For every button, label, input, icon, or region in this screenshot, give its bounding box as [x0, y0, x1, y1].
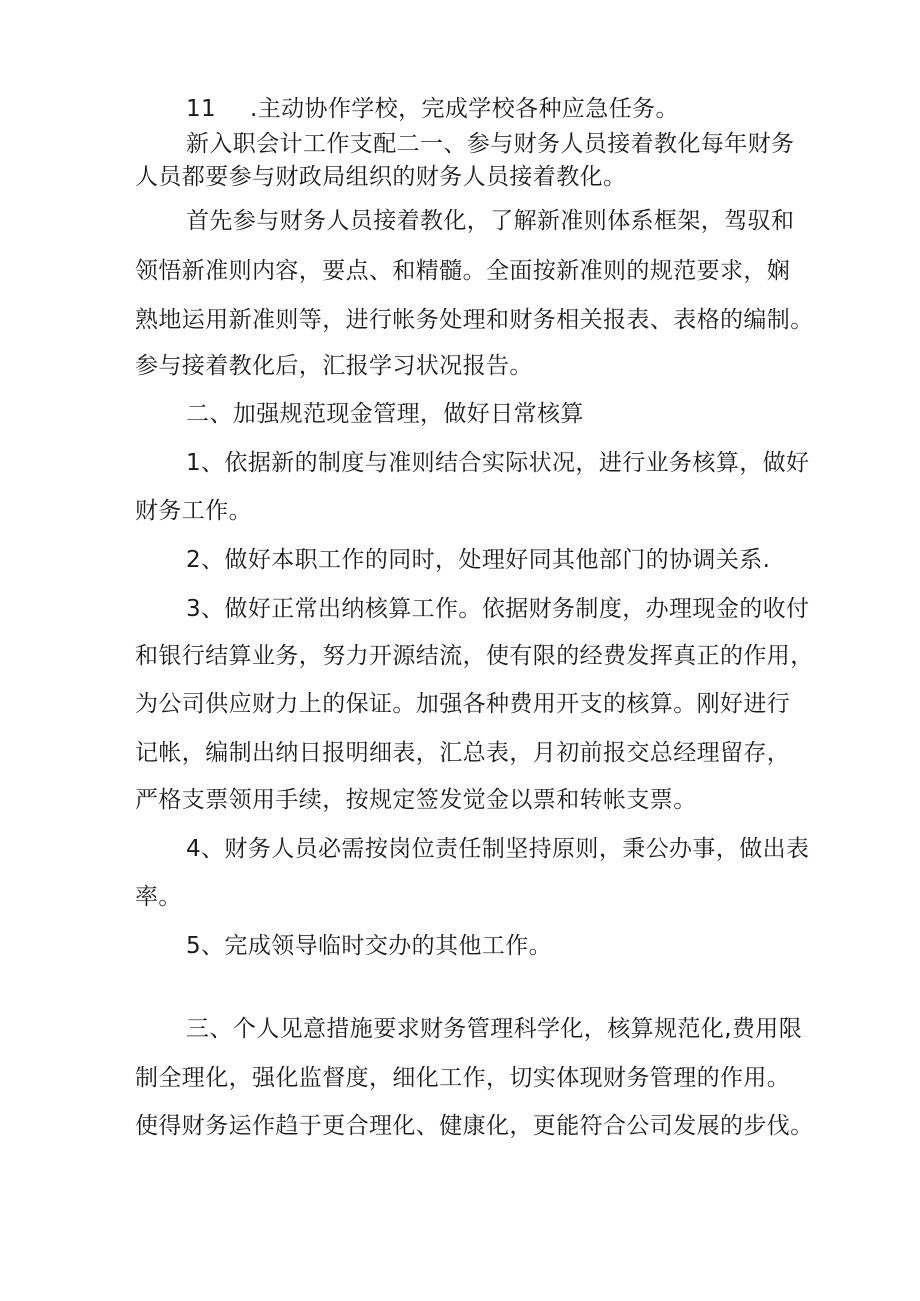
paragraph-line-3: 首先参与财务人员接着教化，了解新准则体系框架，驾驭和 — [186, 208, 795, 234]
paragraph-line-6: 参与接着教化后，汇报学习状况报告。 — [135, 353, 533, 379]
paragraph-line-18: 5、完成领导临时交办的其他工作。 — [186, 933, 553, 959]
paragraph-line-8: 1、依据新的制度与准则结合实际状况，进行业务核算，做好 — [186, 450, 810, 476]
paragraph-line-21: 使得财务运作趋于更合理化、健康化，更能符合公司发展的步伐。 — [135, 1113, 814, 1139]
paragraph-line-16: 4、财务人员必需按岗位责任制坚持原则，秉公办事，做出表 — [186, 836, 810, 862]
paragraph-line-15: 严格支票领用手续，按规定签发觉金以票和转帐支票。 — [135, 787, 697, 813]
paragraph-line-20: 制全理化，强化监督度，细化工作，切实体现财务管理的作用。 — [135, 1065, 791, 1091]
section-heading-3: 三、个人见意措施要求财务管理科学化，核算规范化,费用限 — [186, 1016, 803, 1042]
item-11-text: .主动协作学校，完成学校各种应急任务。 — [250, 96, 679, 122]
paragraph-line-4: 领悟新准则内容，要点、和精髓。全面按新准则的规范要求，娴 — [135, 258, 791, 284]
paragraph-line-10: 2、做好本职工作的同时，处理好同其他部门的协调关系. — [186, 547, 771, 573]
paragraph-line-17: 率。 — [135, 884, 182, 910]
paragraph-line-13: 为公司供应财力上的保证。加强各种费用开支的核算。刚好进行 — [135, 691, 791, 717]
section-heading-2: 二、加强规范现金管理，做好日常核算 — [186, 401, 584, 427]
paragraph-line-5: 熟地运用新准则等，进行帐务处理和财务相关报表、表格的编制。 — [135, 307, 814, 333]
item-11-number: 11 — [186, 96, 217, 122]
paragraph-line-9: 财务工作。 — [135, 498, 252, 524]
item-11-line — [186, 94, 679, 124]
paragraph-line-1: 新入职会计工作支配二一、参与财务人员接着教化每年财务 — [186, 131, 795, 157]
paragraph-line-2: 人员都要参与财政局组织的财务人员接着教化。 — [135, 164, 627, 190]
paragraph-line-11: 3、做好正常出纳核算工作。依据财务制度，办理现金的收付 — [186, 596, 810, 622]
paragraph-line-12: 和银行结算业务，努力开源结流，使有限的经费发挥真正的作用， — [135, 643, 814, 669]
paragraph-line-14: 记帐，编制出纳日报明细表，汇总表，月初前报交总经理留存， — [135, 740, 791, 766]
